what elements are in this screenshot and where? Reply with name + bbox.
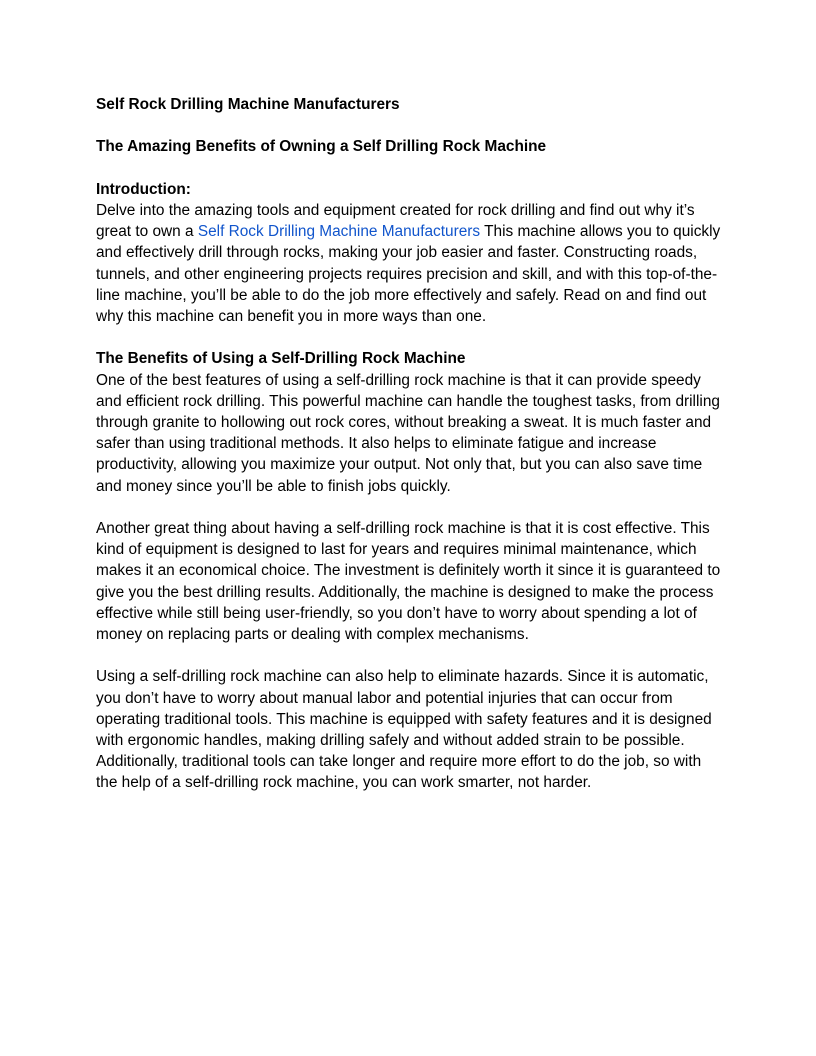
intro-heading: Introduction: (96, 180, 191, 198)
manufacturers-link[interactable]: Self Rock Drilling Machine Manufacturers (197, 223, 481, 241)
spacer (96, 158, 726, 179)
spacer (96, 645, 726, 666)
spacer (96, 497, 726, 518)
document-title: Self Rock Drilling Machine Manufacturers (96, 96, 400, 113)
benefits-paragraph-3: Using a self-drilling rock machine can also help to eliminate hazards. Since it is automatic, you don’t have to worry about manual labor and potential injuries that can occur from operating traditional tools. This machine is equipped with safety features and it is designed with ergonomic handles, making drilling safely and without added strain to be possible. Additionally, traditional tools can take longer and require more effort to do the job, so with the help of a self-drilling rock machine, you can work smarter, not harder. (96, 668, 712, 792)
spacer (96, 327, 726, 348)
benefits-paragraph-2: Another great thing about having a self-drilling rock machine is that it is cost effective. This kind of equipment is designed to last for years and requires minimal maintenance, which makes it an economical choice. The investment is definitely worth it since it is guaranteed to give you the best drilling results. Additionally, the machine is designed to make the process effective while still being user-friendly, so you don’t have to worry about spending a lot of money on replacing parts or dealing with complex mechanisms. (96, 520, 721, 644)
benefits-paragraph-1: One of the best features of using a self-drilling rock machine is that it can provide speedy and efficient rock drilling. This powerful machine can handle the toughest tasks, from drilling through granite to hollowing out rock cores, without breaking a sweat. It is much faster and safer than using traditional methods. It also helps to eliminate fatigue and increase productivity, allowing you maximize your output. Not only that, but you can also save time and money since you’ll be able to finish jobs quickly. (96, 371, 720, 495)
spacer (96, 115, 726, 136)
document-page (96, 94, 726, 794)
document-subtitle: The Amazing Benefits of Owning a Self Drilling Rock Machine (96, 138, 547, 156)
intro-paragraph (96, 200, 726, 327)
benefits-heading: The Benefits of Using a Self-Drilling Rock Machine (96, 350, 466, 368)
intro-text-after-link: This machine allows you to quickly and effectively drill through rocks, making your job easier and faster. Constructing roads, tunnels, and other engineering projects requires precision and skill, and with this top-of-the-line machine, you’ll be able to do the job more effectively and safely. Read on and find out why this machine can benefit you in more ways than one. (96, 223, 721, 325)
intro-text-before-link: Delve into the amazing tools and equipment created for rock drilling and find out why it’s great to own a (96, 201, 695, 241)
